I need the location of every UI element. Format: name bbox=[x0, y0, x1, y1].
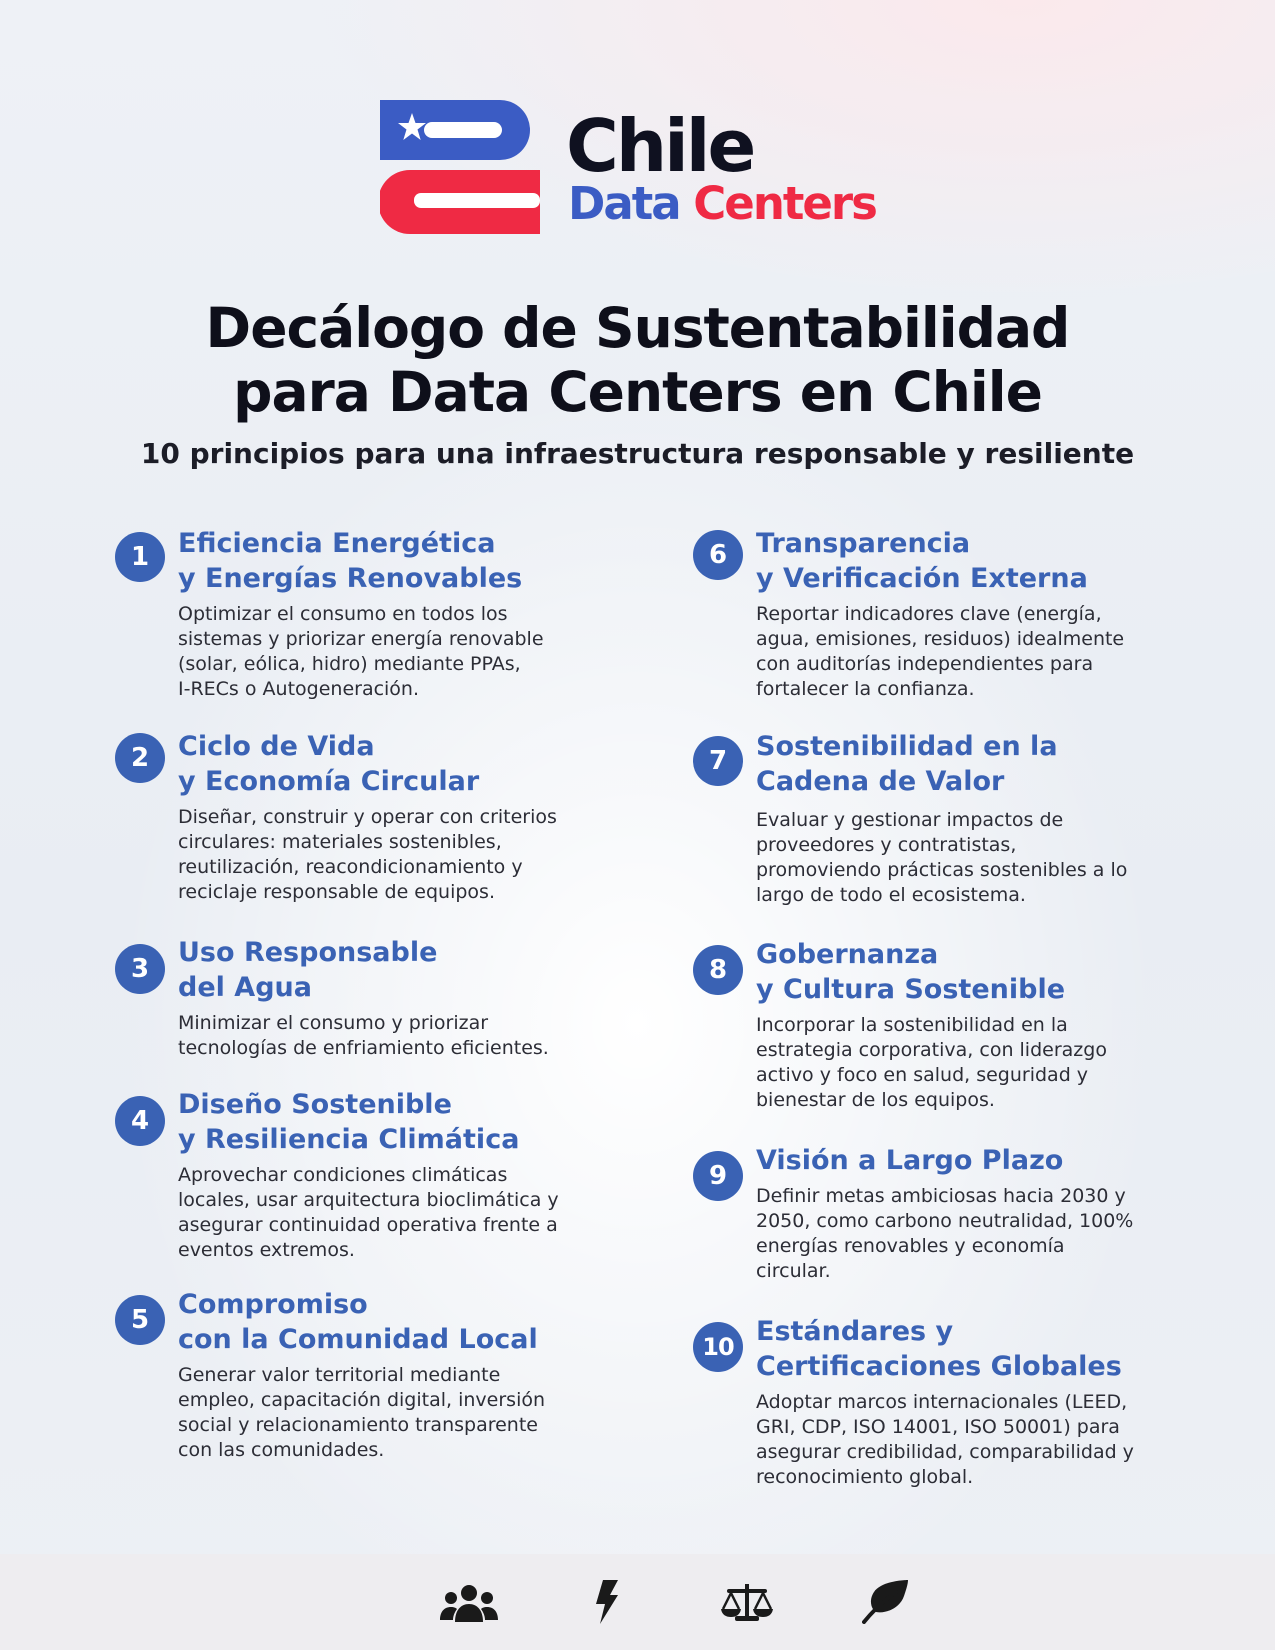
chile-flag-logo-icon bbox=[380, 100, 540, 240]
principle-title: Eficiencia Energética y Energías Renovables bbox=[178, 528, 523, 594]
principle-number-badge: 3 bbox=[115, 944, 165, 994]
principle-description: Reportar indicadores clave (energía, agua, emisiones, residuos) idealmente con auditorías independientes para fortalecer la confianza. bbox=[756, 603, 1125, 700]
principle-number-badge: 8 bbox=[693, 945, 743, 995]
principle-4 bbox=[115, 1087, 585, 1263]
principle-title: Diseño Sostenible y Resiliencia Climática bbox=[178, 1089, 520, 1155]
principle-3 bbox=[115, 935, 585, 1061]
principle-number-badge: 5 bbox=[115, 1295, 165, 1345]
principle-title: Uso Responsable del Agua bbox=[178, 937, 438, 1003]
principle-title: Estándares y Certificaciones Globales bbox=[756, 1316, 1122, 1382]
principle-number-badge: 10 bbox=[693, 1322, 743, 1372]
principle-description: Minimizar el consumo y priorizar tecnologías de enfriamiento eficientes. bbox=[178, 1012, 549, 1059]
principle-number-badge: 7 bbox=[693, 736, 743, 786]
page-subtitle: 10 principios para una infraestructura responsable y resiliente bbox=[140, 437, 1135, 470]
principle-1 bbox=[115, 526, 585, 702]
logo-word-data: Data bbox=[568, 177, 680, 230]
principle-5 bbox=[115, 1287, 585, 1463]
principle-description: Aprovechar condiciones climáticas locales, usar arquitectura bioclimática y asegurar continuidad operativa frente a eventos extremos. bbox=[178, 1164, 559, 1261]
principle-description: Adoptar marcos internacionales (LEED, GRI, CDP, ISO 14001, ISO 50001) para asegurar credibilidad, comparabilidad y reconocimiento global. bbox=[756, 1391, 1134, 1488]
page-title: Decálogo de Sustentabilidad para Data Centers en Chile bbox=[205, 296, 1070, 424]
people-icon bbox=[440, 1584, 498, 1624]
logo-word-chile: Chile bbox=[566, 104, 754, 188]
principle-title: Transparencia y Verificación Externa bbox=[756, 528, 1088, 594]
principle-number-badge: 9 bbox=[693, 1151, 743, 1201]
principle-number-badge: 6 bbox=[693, 530, 743, 580]
principle-7 bbox=[693, 729, 1163, 908]
principle-description: Evaluar y gestionar impactos de proveedores y contratistas, promoviendo prácticas sostenibles a lo largo de todo el ecosistema. bbox=[756, 809, 1128, 906]
principle-title: Compromiso con la Comunidad Local bbox=[178, 1289, 538, 1355]
principle-6 bbox=[693, 526, 1163, 702]
principle-description: Generar valor territorial mediante empleo, capacitación digital, inversión social y relacionamiento transparente con las comunidades. bbox=[178, 1364, 546, 1461]
logo-word-data-centers bbox=[568, 178, 876, 230]
logo bbox=[380, 100, 900, 240]
logo-word-centers: Centers bbox=[693, 177, 876, 230]
principle-title: Gobernanza y Cultura Sostenible bbox=[756, 939, 1066, 1005]
lightning-bolt-icon bbox=[594, 1580, 620, 1624]
footer-icon-bar bbox=[0, 1554, 1275, 1650]
balance-scale-icon bbox=[721, 1582, 773, 1622]
principle-description: Optimizar el consumo en todos los sistemas y priorizar energía renovable (solar, eólica, hidro) mediante PPAs, I-RECs o Autogeneración. bbox=[178, 603, 544, 700]
principle-number-badge: 2 bbox=[115, 733, 165, 783]
principle-number-badge: 4 bbox=[115, 1096, 165, 1146]
principle-title: Ciclo de Vida y Economía Circular bbox=[178, 731, 480, 797]
principle-description: Diseñar, construir y operar con criterios circulares: materiales sostenibles, reutilización, reacondicionamiento y reciclaje responsable de equipos. bbox=[178, 806, 557, 903]
principle-description: Incorporar la sostenibilidad en la estrategia corporativa, con liderazgo activo y foco en salud, seguridad y bienestar de los equipos. bbox=[756, 1014, 1107, 1111]
principle-title: Visión a Largo Plazo bbox=[756, 1145, 1064, 1176]
principle-9 bbox=[693, 1143, 1163, 1284]
principle-description: Definir metas ambiciosas hacia 2030 y 2050, como carbono neutralidad, 100% energías renovables y economía circular. bbox=[756, 1185, 1134, 1282]
principle-2 bbox=[115, 729, 585, 905]
principle-8 bbox=[693, 937, 1163, 1113]
leaf-icon bbox=[862, 1580, 910, 1624]
principle-title: Sostenibilidad en la Cadena de Valor bbox=[756, 731, 1058, 797]
principle-number-badge: 1 bbox=[115, 532, 165, 582]
principle-10 bbox=[693, 1314, 1163, 1490]
